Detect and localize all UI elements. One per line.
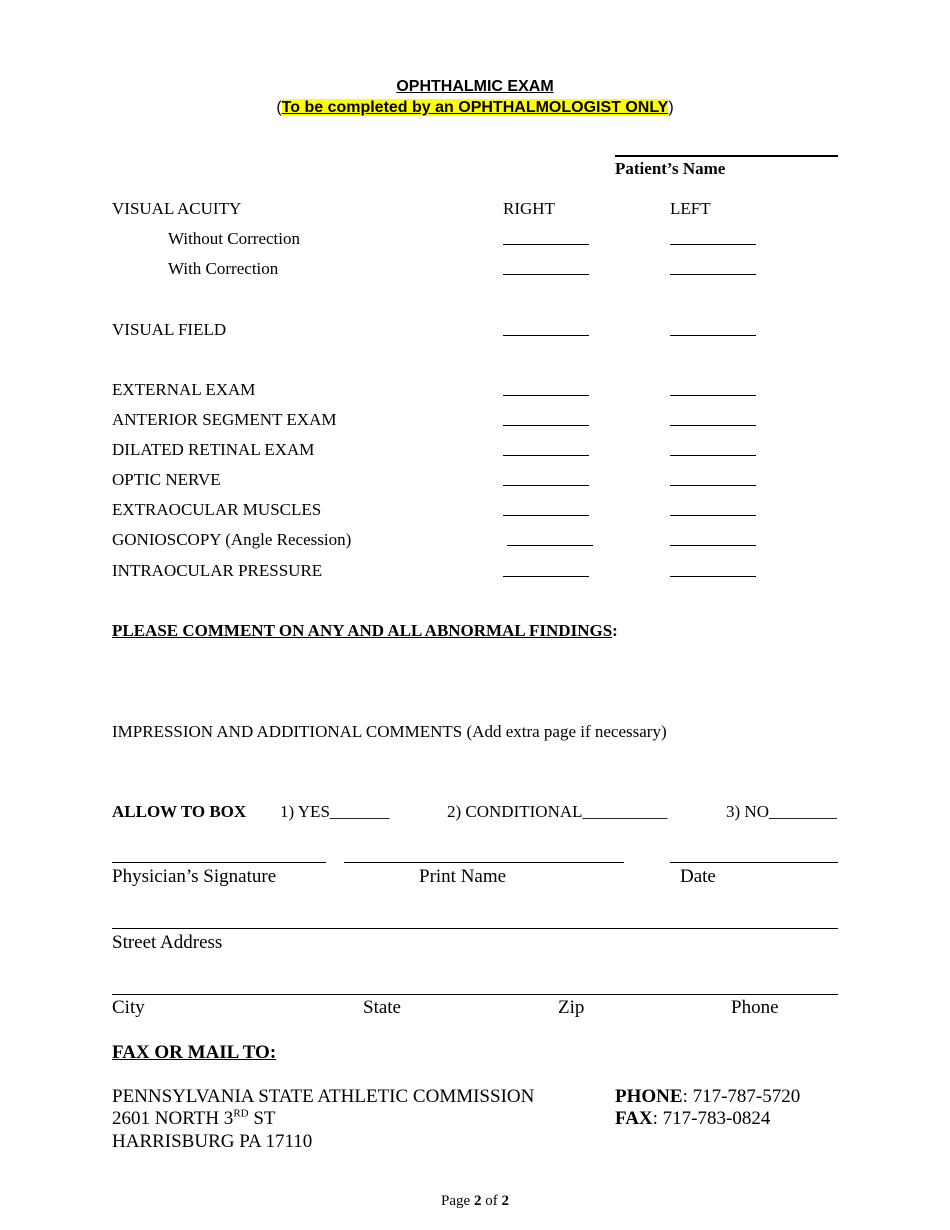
abnormal-findings-heading-text: PLEASE COMMENT ON ANY AND ALL ABNORMAL FINDINGS xyxy=(112,621,613,640)
abnormal-findings-colon: : xyxy=(612,621,618,640)
phone-label: Phone xyxy=(731,997,779,1018)
physician-signature-label: Physician’s Signature xyxy=(112,866,277,887)
with-correction-left-field[interactable] xyxy=(670,274,756,275)
commission-phone-label: PHONE xyxy=(615,1086,683,1107)
dilated-retinal-right-field[interactable] xyxy=(503,455,589,456)
intraocular-pressure-right-field[interactable] xyxy=(503,576,589,577)
without-correction-right-field[interactable] xyxy=(503,244,589,245)
optic-nerve-left-field[interactable] xyxy=(670,485,756,486)
physician-signature-field[interactable] xyxy=(112,862,326,863)
commission-phone-value: : 717-787-5720 xyxy=(682,1086,801,1107)
anterior-segment-right-field[interactable] xyxy=(503,425,589,426)
date-label: Date xyxy=(680,866,716,887)
commission-fax-value: : 717-783-0824 xyxy=(652,1108,771,1129)
extraocular-muscles-label: EXTRAOCULAR MUSCLES xyxy=(112,500,322,519)
right-eye-header: RIGHT xyxy=(503,199,555,218)
city-state-zip-phone-field[interactable] xyxy=(112,994,838,995)
commission-name: PENNSYLVANIA STATE ATHLETIC COMMISSION xyxy=(112,1086,535,1107)
page-title: OPHTHALMIC EXAM xyxy=(396,78,554,95)
allow-to-box-label: ALLOW TO BOX xyxy=(112,802,247,821)
page-current: 2 xyxy=(473,1193,482,1209)
external-exam-left-field[interactable] xyxy=(670,395,756,396)
without-correction-left-field[interactable] xyxy=(670,244,756,245)
without-correction-label: Without Correction xyxy=(168,229,300,248)
print-name-field[interactable] xyxy=(344,862,624,863)
visual-field-left-field[interactable] xyxy=(670,335,756,336)
extraocular-muscles-right-field[interactable] xyxy=(503,515,589,516)
date-field[interactable] xyxy=(670,862,838,863)
commission-fax-label: FAX xyxy=(615,1108,653,1129)
commission-fax xyxy=(615,1108,770,1130)
subtitle-highlight: To be completed by an OPHTHALMOLOGIST ONLY xyxy=(281,99,669,116)
page-mid: of xyxy=(481,1193,502,1209)
street-address-label: Street Address xyxy=(112,932,223,953)
abnormal-findings-heading xyxy=(112,621,618,641)
extraocular-muscles-left-field[interactable] xyxy=(670,515,756,516)
optic-nerve-label: OPTIC NERVE xyxy=(112,470,221,489)
intraocular-pressure-left-field[interactable] xyxy=(670,576,756,577)
external-exam-right-field[interactable] xyxy=(503,395,589,396)
gonioscopy-label: GONIOSCOPY (Angle Recession) xyxy=(112,530,352,549)
street-prefix: 2601 NORTH 3 xyxy=(112,1108,234,1129)
with-correction-right-field[interactable] xyxy=(503,274,589,275)
subtitle-paren-close: ) xyxy=(668,99,674,116)
subtitle-paren-open: ( xyxy=(276,99,282,116)
anterior-segment-label: ANTERIOR SEGMENT EXAM xyxy=(112,410,337,429)
page-total: 2 xyxy=(501,1193,509,1209)
left-eye-header: LEFT xyxy=(670,199,711,218)
visual-acuity-label: VISUAL ACUITY xyxy=(112,199,242,218)
visual-field-label: VISUAL FIELD xyxy=(112,320,227,339)
patient-name-label: Patient’s Name xyxy=(615,159,726,178)
gonioscopy-right-field[interactable] xyxy=(507,545,593,546)
gonioscopy-left-field[interactable] xyxy=(670,545,756,546)
page-number xyxy=(0,1193,950,1210)
visual-field-right-field[interactable] xyxy=(503,335,589,336)
allow-yes-option[interactable]: 1) YES_______ xyxy=(280,802,390,821)
city-label: City xyxy=(112,997,145,1018)
print-name-label: Print Name xyxy=(419,866,507,887)
anterior-segment-left-field[interactable] xyxy=(670,425,756,426)
street-superscript: RD xyxy=(233,1107,249,1120)
zip-label: Zip xyxy=(558,997,585,1018)
external-exam-label: EXTERNAL EXAM xyxy=(112,380,256,399)
street-suffix: ST xyxy=(248,1108,276,1129)
patient-name-field[interactable] xyxy=(615,155,838,157)
dilated-retinal-label: DILATED RETINAL EXAM xyxy=(112,440,315,459)
commission-city: HARRISBURG PA 17110 xyxy=(112,1131,313,1152)
commission-phone xyxy=(615,1086,800,1108)
street-address-field[interactable] xyxy=(112,928,838,929)
page-subtitle xyxy=(0,99,950,117)
optic-nerve-right-field[interactable] xyxy=(503,485,589,486)
allow-conditional-option[interactable]: 2) CONDITIONAL__________ xyxy=(447,802,668,821)
allow-no-option[interactable]: 3) NO________ xyxy=(726,802,837,821)
page-prefix: Page xyxy=(441,1193,474,1209)
with-correction-label: With Correction xyxy=(168,259,279,278)
state-label: State xyxy=(363,997,401,1018)
dilated-retinal-left-field[interactable] xyxy=(670,455,756,456)
fax-or-mail-heading: FAX OR MAIL TO: xyxy=(112,1042,277,1063)
commission-street xyxy=(112,1108,276,1130)
intraocular-pressure-label: INTRAOCULAR PRESSURE xyxy=(112,561,323,580)
impression-label: IMPRESSION AND ADDITIONAL COMMENTS (Add extra page if necessary) xyxy=(112,722,667,741)
